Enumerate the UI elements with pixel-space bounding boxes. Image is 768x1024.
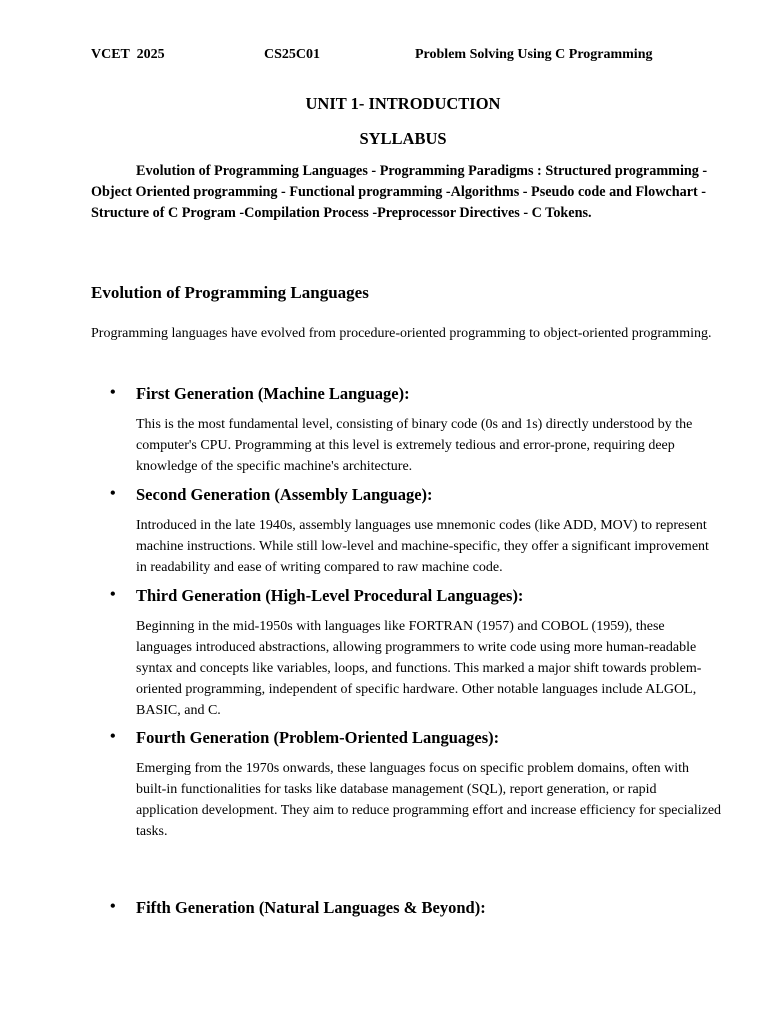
syllabus-text: Evolution of Programming Languages - Programming Paradigms : Structured programming - Object Oriented programming - Functional programming -Algorithms - Pseudo code and Flowchart - Structure of C Program -Compilation Process -Preprocessor Directives - C Tokens. (91, 163, 708, 221)
section-heading: Evolution of Programming Languages (91, 283, 369, 302)
generation-description: This is the most fundamental level, consisting of binary code (0s and 1s) directly understood by the computer's CPU. Programming at this level is extremely tedious and error-prone, requiring deep knowledge of the specific machine's architecture. (136, 417, 693, 474)
header-course-title: Problem Solving Using C Programming (415, 47, 653, 62)
bullet-icon: • (110, 384, 116, 401)
generation-title: Third Generation (High-Level Procedural Languages): (136, 586, 524, 605)
generation-item-fourth (110, 728, 722, 842)
generation-description: Emerging from the 1970s onwards, these languages focus on specific problem domains, often with built-in functionalities for tasks like database management (SQL), report generation, or rapid application development. They aim to reduce programming effort and increase efficiency for specialized tasks. (136, 761, 722, 839)
header-institution: VCET 2025 (91, 47, 165, 62)
bullet-icon: • (110, 485, 116, 502)
header-course-code: CS25C01 (264, 47, 321, 62)
generation-title: First Generation (Machine Language): (136, 384, 410, 403)
generation-title: Fourth Generation (Problem-Oriented Languages): (136, 728, 500, 747)
generation-item-first (110, 384, 722, 477)
generation-title: Fifth Generation (Natural Languages & Beyond): (136, 898, 486, 917)
generation-description: Beginning in the mid-1950s with languages like FORTRAN (1957) and COBOL (1959), these languages introduced abstractions, allowing programmers to write code using more human-readable syntax and concepts like variables, loops, and functions. This marked a major shift towards problem-oriented programming, independent of specific hardware. Other notable languages include ALGOL, BASIC, and C. (136, 619, 702, 718)
bullet-icon: • (110, 728, 116, 745)
intro-paragraph: Programming languages have evolved from procedure-oriented programming to object-oriented programming. (91, 326, 712, 341)
generation-item-second (110, 485, 722, 578)
generation-item-third (110, 586, 722, 721)
generation-item-fifth (110, 898, 722, 920)
unit-title: UNIT 1- INTRODUCTION (305, 94, 501, 113)
bullet-icon: • (110, 586, 116, 603)
generation-description: Introduced in the late 1940s, assembly languages use mnemonic codes (like ADD, MOV) to represent machine instructions. While still low-level and machine-specific, they offer a significant improvement in readability and ease of writing compared to raw machine code. (136, 518, 709, 575)
syllabus-title: SYLLABUS (359, 129, 447, 148)
bullet-icon: • (110, 898, 116, 915)
generation-title: Second Generation (Assembly Language): (136, 485, 433, 504)
page-header (91, 47, 731, 67)
